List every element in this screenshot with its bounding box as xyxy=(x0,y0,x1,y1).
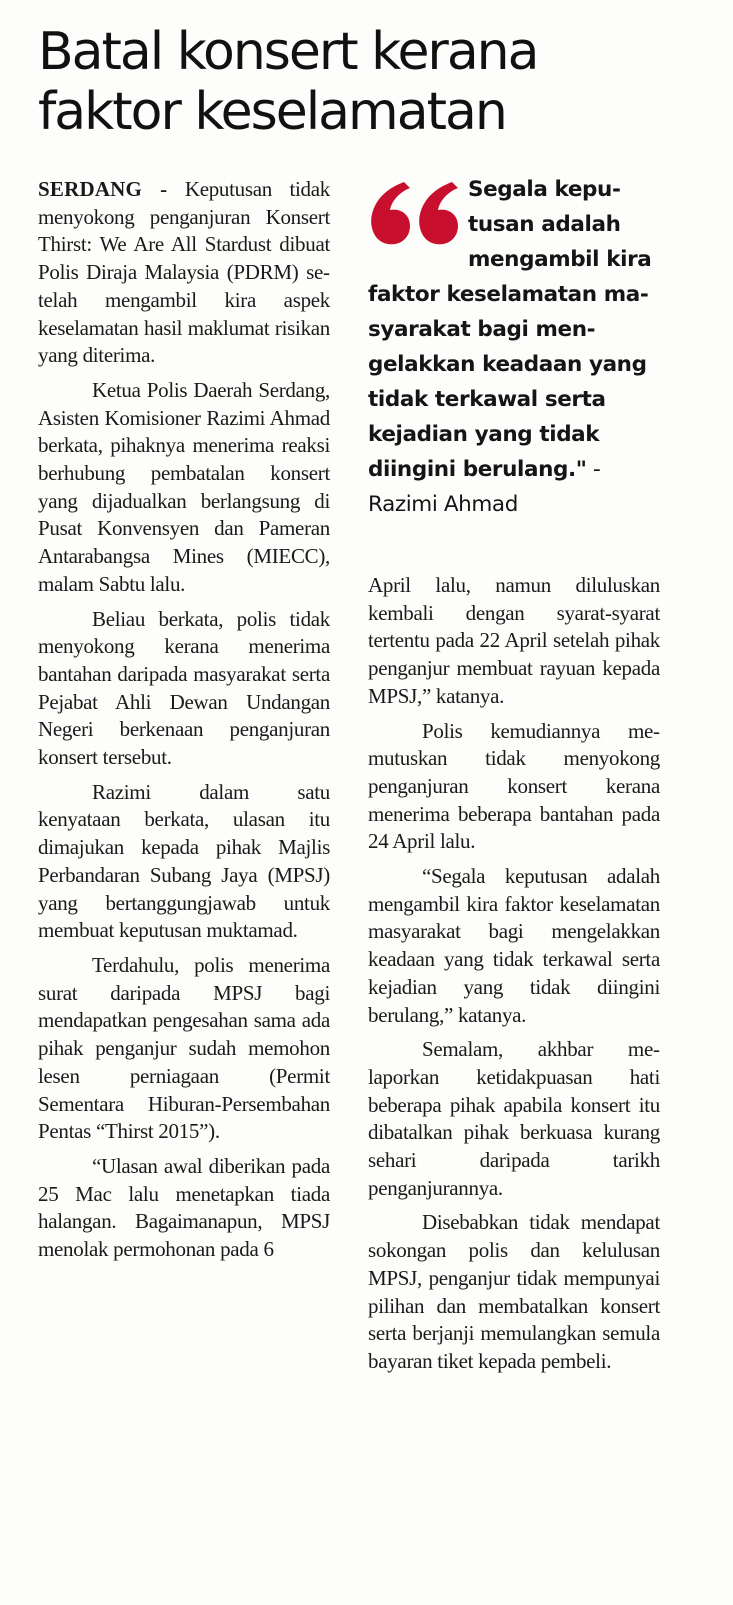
pull-quote xyxy=(368,172,660,522)
article-column-left xyxy=(38,176,330,1271)
article-paragraph: Razimi dalam satu kenyataan berkata, ulasan itu dimajukan kepada pihak Majlis Perbandaran Subang Jaya (MPSJ) yang bertanggungjawab untuk membuat keputusan muktamad. xyxy=(38,779,330,943)
article-paragraph: “Ulasan awal diberikan pada 25 Mac lalu menetapkan tiada halangan. Bagaimanapun, MPSJ menolak permohonan pada 6 xyxy=(38,1153,330,1262)
headline-line-1: Batal konsert kerana xyxy=(38,22,538,82)
opening-quote-icon xyxy=(366,178,462,248)
dateline: SERDANG - xyxy=(38,177,168,201)
article-paragraph: Beliau berkata, polis tidak menyokong kerana menerima bantahan daripada masyarakat serta Pejabat Ahli Dewan Undangan Negeri berkenaan penganjuran konsert tersebut. xyxy=(38,606,330,770)
article-paragraph: “Segala keputusan adalah mengambil kira faktor keselamatan masyarakat bagi mengelakkan keadaan yang tidak terkawal serta kejadian yang tidak diingini berulang,” katanya. xyxy=(368,864,660,1027)
headline-line-2: faktor keselamatan xyxy=(38,82,506,142)
article-paragraph-lead xyxy=(38,176,330,370)
article-paragraph: Terdahulu, polis menerima surat daripada MPSJ bagi mendapatkan pengesahan sama ada pihak penganjur sudah memohon lesen perniagaan (Permit Sementara Hiburan-Persembahan Pentas “Thirst 2015”). xyxy=(38,952,330,1144)
article-paragraph: Disebabkan tidak mendapat sokongan polis dan kelulusan MPSJ, penganjur tidak mempunyai pilihan dan membatalkan konsert serta berjanji memulangkan semula bayaran tiket kepada pembeli. xyxy=(368,1210,660,1373)
pull-quote-text: Segala keputusan adalah mengambil kira faktor keselamatan masyarakat bagi mengelakkan keadaan yang tidak terkawal serta kejadian yang tidak diingini berulang." xyxy=(368,177,652,482)
article-paragraph: Polis kemudiannya memutuskan tidak menyokong penganjuran konsert kerana menerima beberapa bantahan pada 24 April lalu. xyxy=(368,718,660,854)
article-column-right xyxy=(368,572,660,1383)
article-paragraph-continued: April lalu, namun diluluskan kembali dengan syarat-syarat tertentu pada 22 April setelah pihak penganjur membuat rayuan kepada MPSJ,” katanya. xyxy=(368,573,660,708)
lead-text: Keputusan tidak menyokong penganjuran Konsert Thirst: We Are All Stardust dibuat Polis Diraja Malaysia (PDRM) setelah mengambil kira aspek keselamatan hasil maklumat risikan yang diterima. xyxy=(38,177,330,368)
pull-quote-attribution: - Razimi Ahmad xyxy=(368,457,601,517)
headline xyxy=(38,22,718,142)
article-paragraph: Semalam, akhbar melaporkan ketidakpuasan hati beberapa pihak apabila konsert itu dibatalkan pihak berkuasa kurang sehari daripada tarikh penganjurannya. xyxy=(368,1037,660,1200)
article-paragraph: Ketua Polis Daerah Serdang, Asisten Komisioner Razimi Ahmad berkata, pihaknya menerima reaksi berhubung pembatalan konsert yang dijadualkan berlangsung di Pusat Konvensyen dan Pameran Antarabangsa Mines (MIECC), malam Sabtu lalu. xyxy=(38,377,330,596)
